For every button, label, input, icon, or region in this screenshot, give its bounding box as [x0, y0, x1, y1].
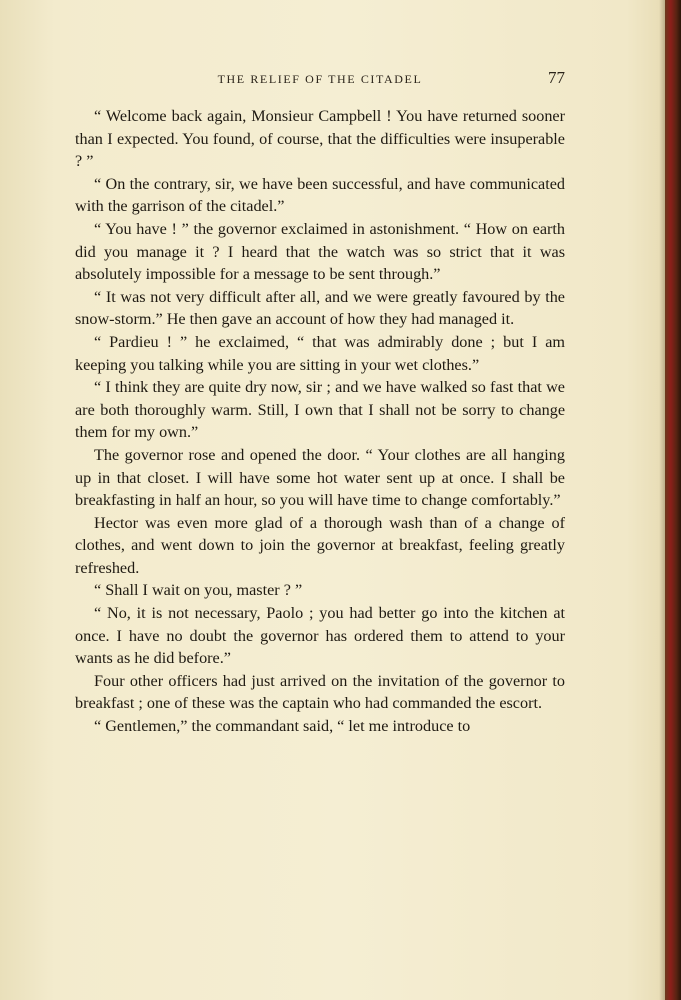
paragraph: The governor rose and opened the door. “ Your clothes are all hanging up in that closet. I will have some hot water sent up at once. I shall be breakfasting in half an hour, so you will have time to change comfortably.” — [75, 445, 565, 510]
page-number: 77 — [548, 68, 565, 87]
page-header — [75, 70, 565, 92]
paragraph: Hector was even more glad of a thorough wash than of a change of clothes, and went down to join the governor at breakfast, feeling greatly refreshed. — [75, 513, 565, 577]
paragraph: “ Gentlemen,” the commandant said, “ let me introduce to — [94, 717, 471, 736]
book-cover-edge — [665, 0, 681, 1000]
paragraph: “ It was not very difficult after all, and we were greatly favoured by the snow-storm.” He then gave an account of how they had managed it. — [75, 287, 565, 329]
paragraph: “ Welcome back again, Monsieur Campbell ! You have returned sooner than I expected. You found, of course, that the difficulties were insuperable ? ” — [75, 107, 565, 171]
paragraph: “ Shall I wait on you, master ? ” — [94, 581, 303, 600]
paragraph: “ On the contrary, sir, we have been successful, and have communicated with the garrison of the citadel.” — [75, 174, 565, 216]
running-head: THE RELIEF OF THE CITADEL — [217, 72, 423, 86]
paragraph: Four other officers had just arrived on the invitation of the governor to breakfast ; one of these was the captain who had commanded the escort. — [75, 671, 565, 713]
paragraph: “ I think they are quite dry now, sir ; and we have walked so fast that we are both thoroughly warm. Still, I own that I shall not be sorry to change them for my own.” — [75, 378, 565, 442]
paragraph: “ No, it is not necessary, Paolo ; you had better go into the kitchen at once. I have no doubt the governor has ordered them to attend to your wants as he did before.” — [75, 604, 565, 668]
body-text — [75, 105, 565, 738]
paragraph: “ Pardieu ! ” he exclaimed, “ that was admirably done ; but I am keeping you talking while you are sitting in your wet clothes.” — [75, 332, 565, 374]
paragraph: “ You have ! ” the governor exclaimed in astonishment. “ How on earth did you manage it ? I heard that the watch was so strict that it was absolutely impossible for a message to be sent through.” — [75, 219, 565, 284]
